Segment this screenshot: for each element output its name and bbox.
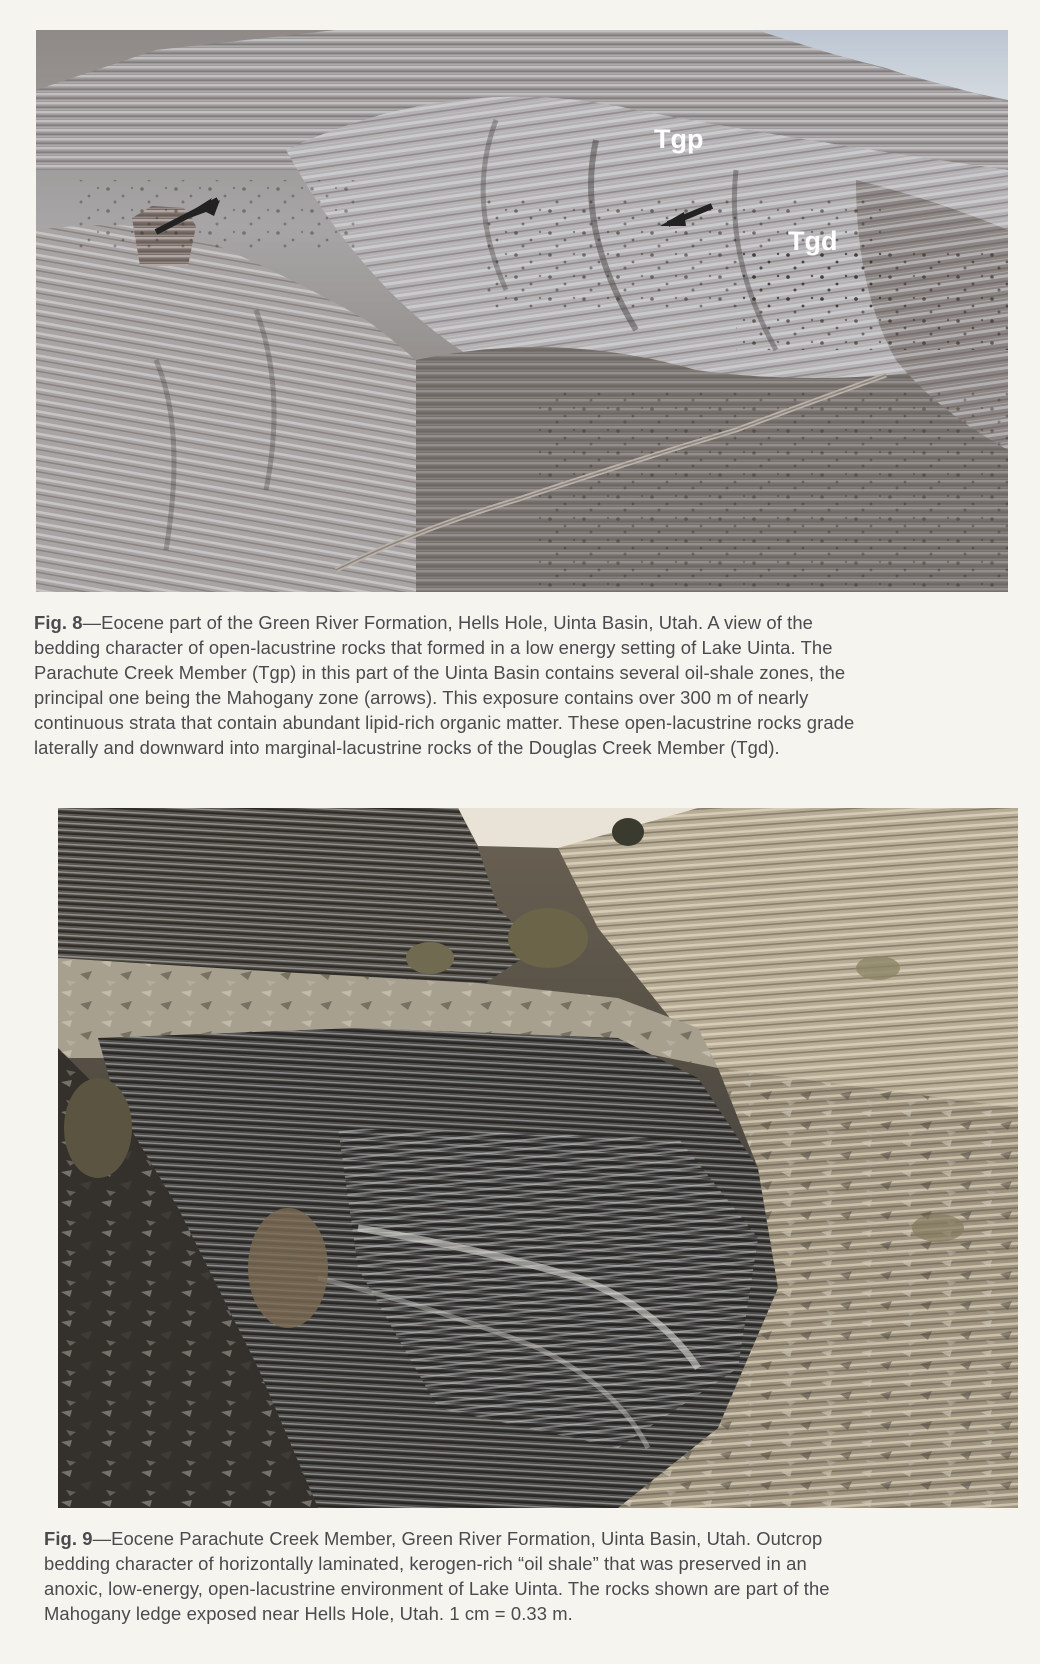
figure-9-photo-drawing — [58, 808, 1018, 1508]
figure-9-caption — [44, 1526, 1004, 1626]
figure-8-caption — [34, 610, 1009, 760]
caption-line — [34, 610, 1009, 635]
caption-text: —Eocene part of the Green River Formation, Hells Hole, Uinta Basin, Utah. A view of the — [82, 612, 813, 633]
figure-9-label: Fig. 9 — [44, 1528, 93, 1549]
tgp-label: Tgp — [654, 124, 704, 154]
caption-line: bedding character of open-lacustrine rocks that formed in a low energy setting of Lake Uinta. The — [34, 637, 833, 658]
caption-line — [44, 1526, 1004, 1551]
caption-line: bedding character of horizontally laminated, kerogen-rich “oil shale” that was preserved in an — [44, 1553, 807, 1574]
caption-line: Parachute Creek Member (Tgp) in this part of the Uinta Basin contains several oil-shale zones, the — [34, 662, 846, 683]
tgd-label: Tgd — [788, 226, 838, 256]
figure-8-photo-drawing — [36, 30, 1008, 592]
figure-8-label: Fig. 8 — [34, 612, 83, 633]
caption-line: laterally and downward into marginal-lacustrine rocks of the Douglas Creek Member (Tgd). — [34, 737, 780, 758]
figure-9-photo — [58, 808, 1018, 1508]
caption-line: continuous strata that contain abundant lipid-rich organic matter. These open-lacustrine rocks grade — [34, 712, 855, 733]
caption-line: anoxic, low-energy, open-lacustrine environment of Lake Uinta. The rocks shown are part of the — [44, 1578, 830, 1599]
caption-text: —Eocene Parachute Creek Member, Green River Formation, Uinta Basin, Utah. Outcrop — [92, 1528, 823, 1549]
caption-line: principal one being the Mahogany zone (arrows). This exposure contains over 300 m of nearly — [34, 687, 809, 708]
caption-line: Mahogany ledge exposed near Hells Hole, Utah. 1 cm = 0.33 m. — [44, 1603, 573, 1624]
figure-8-photo — [36, 30, 1008, 592]
